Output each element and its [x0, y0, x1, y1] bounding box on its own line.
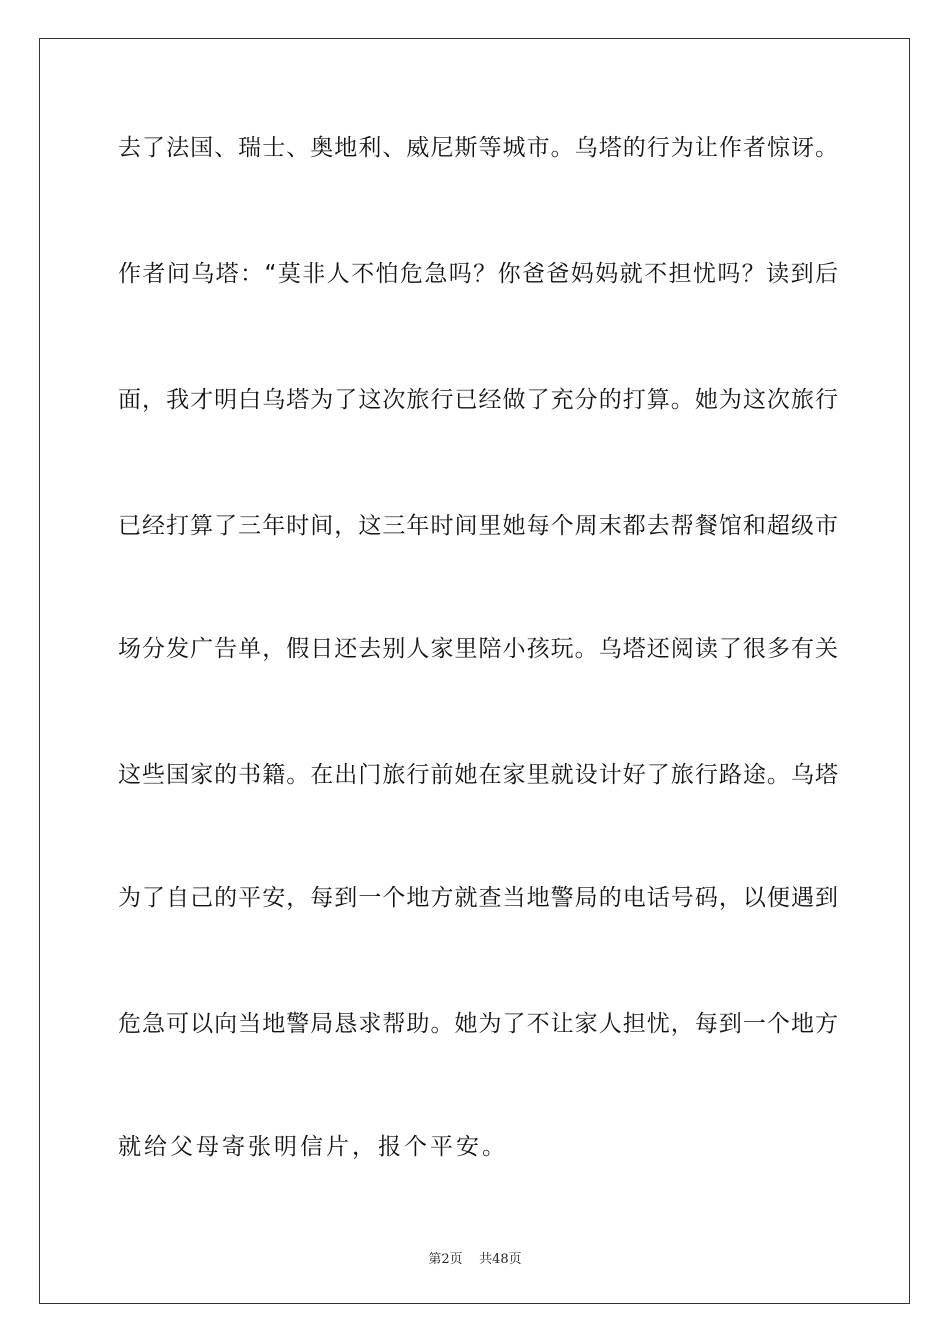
page-border: [39, 38, 910, 1304]
page-footer: [0, 1248, 950, 1267]
text-line-4: 已经打算了三年时间，这三年时间里她每个周末都去帮餐馆和超级市: [118, 513, 838, 539]
page-number: 第2页: [428, 1252, 463, 1267]
text-line-6: 这些国家的书籍。在出门旅行前她在家里就设计好了旅行路途。乌塔: [118, 762, 838, 788]
text-line-5: 场分发广告单，假日还去别人家里陪小孩玩。乌塔还阅读了很多有关: [118, 636, 838, 662]
page-total: 共48页: [479, 1252, 522, 1267]
text-line-3: 面，我才明白乌塔为了这次旅行已经做了充分的打算。她为这次旅行: [118, 387, 838, 413]
footer-gap: [463, 1252, 480, 1267]
text-line-7: 为了自己的平安，每到一个地方就查当地警局的电话号码，以便遇到: [118, 885, 838, 911]
text-line-1: 去了法国、瑞士、奥地利、威尼斯等城市。乌塔的行为让作者惊讶。: [118, 135, 838, 161]
text-line-2: 作者问乌塔：“莫非人不怕危急吗？你爸爸妈妈就不担忧吗？读到后: [118, 261, 838, 287]
text-line-8: 危急可以向当地警局恳求帮助。她为了不让家人担忧，每到一个地方: [118, 1011, 838, 1037]
text-line-9: 就给父母寄张明信片，报个平安。: [118, 1134, 508, 1160]
